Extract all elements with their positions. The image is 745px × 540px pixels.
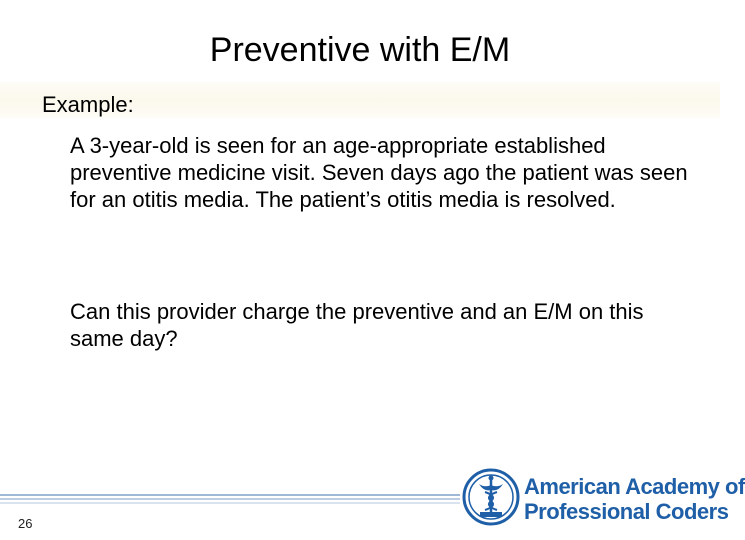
footer-divider (0, 494, 460, 504)
question-paragraph: Can this provider charge the preventive and an E/M on this same day? (70, 299, 644, 351)
slide-title: Preventive with E/M (209, 31, 511, 69)
example-label: Example: (42, 92, 134, 117)
aapc-logo (460, 466, 745, 536)
slide-number: 26 (18, 516, 33, 531)
logo-wordmark (524, 474, 745, 524)
logo-line-1: American Academy of (524, 474, 745, 499)
example-paragraph: A 3-year-old is seen for an age-appropriate established preventive medicine visit. Seven days ago the patient was seen for an otitis media. The patient’s otitis media is resolved. (70, 133, 688, 212)
caduceus-seal-icon (462, 468, 520, 526)
logo-line-2: Professional Coders (524, 499, 729, 524)
